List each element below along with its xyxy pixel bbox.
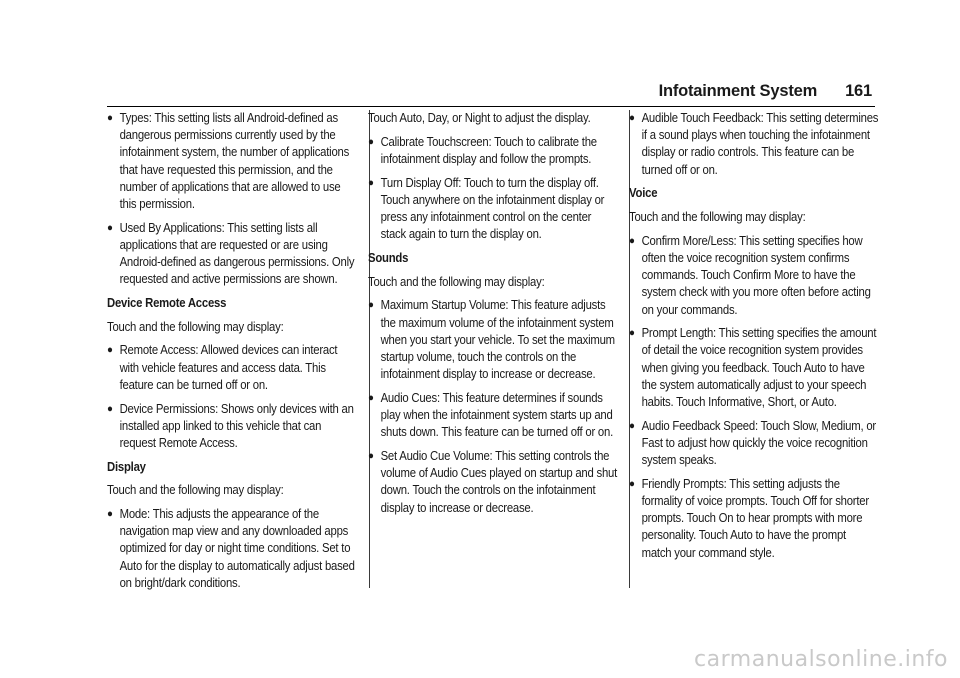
bullet-text: Used By Applications: This setting lists all applications that are requested or are using Android-defined as dangerous permissions. Only requested and active permissions are shown. [119,220,355,287]
bullet-icon: ● [629,234,635,247]
paragraph: Touch and the following may display: [107,483,284,498]
bullet-text: Maximum Startup Volume: This feature adjusts the maximum volume of the infotainment system when you start your vehicle. To set the maximum startup volume, touch the controls on the infotainment display to increase or decrease. [380,298,615,382]
header-rule [107,106,875,107]
column-2 [368,110,617,523]
bullet-item [107,506,356,592]
bullet-item [368,390,617,442]
watermark: carmanualsonline.info [694,647,948,672]
bullet-text: Device Permissions: Shows only devices with an installed app linked to this vehicle that can request Remote Access. [119,401,354,450]
bullet-text: Prompt Length: This setting specifies the amount of detail the voice recognition system provides when giving you feedback. Touch Auto to have the system automatically adjust to your speech habits. Touch Informative, Short, or Auto. [641,326,877,410]
bullet-item [368,297,617,383]
bullet-item [629,325,878,411]
bullet-item [629,110,878,179]
bullet-continuation: Touch Auto, Day, or Night to adjust the display. [368,111,591,125]
bullet-item [368,175,617,244]
section-title: Infotainment System [658,82,818,100]
bullet-item [107,110,356,213]
bullet-icon: ● [368,299,374,312]
bullet-icon: ● [107,402,113,415]
bullet-icon: ● [629,477,635,490]
bullet-icon: ● [629,112,635,124]
section-heading: Voice [629,186,658,201]
bullet-text: Remote Access: Allowed devices can interact with vehicle features and access data. This feature can be turned off or on. [119,343,338,392]
bullet-item [368,448,617,517]
bullet-text: Mode: This adjusts the appearance of the navigation map view and any downloaded apps optimized for day or night time conditions. Set to Auto for the display to automatically adjust based on bright/dark conditions. [119,507,355,590]
bullet-text: Turn Display Off: Touch to turn the display off. Touch anywhere on the infotainment display or press any infotainment control on the center stack again to turn the display on. [380,175,605,242]
bullet-item [629,476,878,562]
bullet-item [107,401,356,453]
section-heading: Sounds [368,250,409,265]
bullet-item [368,134,617,168]
bullet-item [629,233,878,319]
section-heading: Display [107,459,146,474]
paragraph: Touch and the following may display: [368,274,545,289]
bullet-icon: ● [629,419,635,432]
bullet-text: Audio Cues: This feature determines if sounds play when the infotainment system starts up and shuts down. This feature can be turned off or on. [380,390,614,440]
bullet-text: Calibrate Touchscreen: Touch to calibrate the infotainment display and follow the prompts. [380,134,597,166]
page-header [659,82,872,101]
bullet-icon: ● [107,508,113,521]
paragraph: Touch and the following may display: [107,319,284,334]
bullet-icon: ● [368,391,374,404]
column-3 [629,110,878,568]
bullet-icon: ● [107,221,113,234]
paragraph: Touch and the following may display: [629,210,806,225]
bullet-item [107,342,356,394]
page-number: 161 [845,82,872,100]
section-heading: Device Remote Access [107,296,227,311]
column-1 [107,110,356,599]
bullet-icon: ● [107,112,113,124]
bullet-item [629,418,878,470]
bullet-text: Types: This setting lists all Android-defined as dangerous permissions currently used by the infotainment system, the number of applications that have requested this permission, and the number of applications that are allowed to use this permission. [119,111,350,212]
bullet-text: Audio Feedback Speed: Touch Slow, Medium, or Fast to adjust how quickly the voice recognition system speaks. [641,418,876,468]
bullet-text: Set Audio Cue Volume: This setting controls the volume of Audio Cues played on startup and shut down. Touch the controls on the infotainment display to increase or decrease. [380,448,618,515]
bullet-icon: ● [107,344,113,357]
bullet-text: Confirm More/Less: This setting specifies how often the voice recognition system confirms commands. Touch Confirm More to have the system check with you more often before acting on your commands. [641,233,871,317]
bullet-text: Friendly Prompts: This setting adjusts the formality of voice prompts. Touch Off for shorter prompts. Touch On to hear prompts with more personality. Touch Auto to have the prompt match your command style. [641,476,869,560]
bullet-icon: ● [368,449,374,462]
bullet-icon: ● [629,327,635,340]
bullet-item [107,220,356,289]
bullet-text: Audible Touch Feedback: This setting determines if a sound plays when touching the infotainment display or radio controls. This feature can be turned off or on. [641,111,879,177]
bullet-icon: ● [368,135,374,148]
bullet-icon: ● [368,176,374,189]
